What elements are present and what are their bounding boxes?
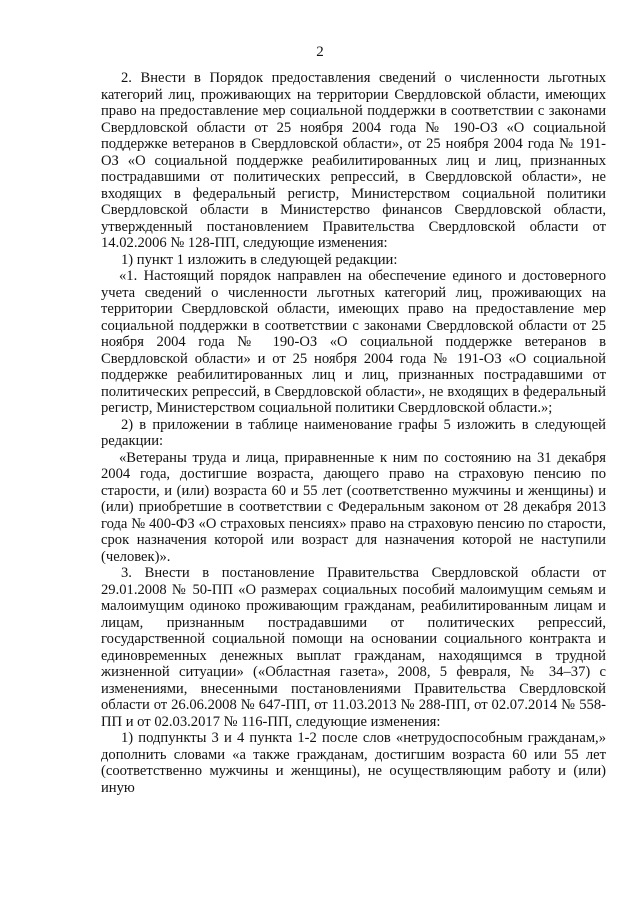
paragraph-quote-column-5: «Ветераны труда и лица, приравненные к ним по состоянию на 31 декабря 2004 года, достигшие возраста, дающего право на страховую пенсию по старости, и (или) возраста 60 и 55 лет (соответственно мужчины и женщины) и (или) приобретшие в соответствии с Федеральным законом от 28 декабря 2013 года № 400-ФЗ «О страховых пенсиях» право на страховую пенсию по старости, срок назначения которой или возраст для назначения которой не наступили (человек)». (101, 449, 606, 565)
paragraph-item-2: 2. Внести в Порядок предоставления сведений о численности льготных категорий лиц, проживающих на территории Свердловской области, имеющих право на предоставление мер социальной поддержки в соответствии с законами Свердловской области от 25 ноября 2004 года № 190-ОЗ «О социальной поддержке ветеранов в Свердловской области», от 25 ноября 2004 года № 191-ОЗ «О социальной поддержке реабилитированных лиц и лиц, признанных пострадавшими от политических репрессий, в Свердловской области», не входящих в федеральный регистр, Министерством социальной политики Свердловской области в Министерство финансов Свердловской области, утвержденный постановлением Правительства Свердловской области от 14.02.2006 № 128-ПП, следующие изменения: (101, 70, 606, 251)
paragraph-subitem-1: 1) пункт 1 изложить в следующей редакции: (121, 251, 398, 268)
document-body (101, 70, 606, 796)
paragraph-subitem-1b: 1) подпункты 3 и 4 пункта 1-2 после слов «нетрудоспособным гражданам,» дополнить словами «а также гражданам, достигшим возраста 60 или 55 лет (соответственно мужчины и женщины), не осуществляющим работу и (или) иную (101, 730, 606, 796)
page-number: 2 (316, 44, 324, 60)
paragraph-subitem-2: 2) в приложении в таблице наименование графы 5 изложить в следующей редакции: (101, 416, 606, 449)
paragraph-item-3: 3. Внести в постановление Правительства Свердловской области от 29.01.2008 № 50-ПП «О размерах социальных пособий малоимущим семьям и малоимущим одиноко проживающим гражданам, реабилитированным лицам и лицам, признанным пострадавшими от политических репрессий, государственной социальной помощи на основании социального контракта и единовременных денежных выплат гражданам, находящимся в трудной жизненной ситуации» («Областная газета», 2008, 5 февраля, № 34–37) с изменениями, внесенными постановлениями Правительства Свердловской области от 26.06.2008 № 647-ПП, от 11.03.2013 № 288-ПП, от 02.07.2014 № 558-ПП и от 02.03.2017 № 116-ПП, следующие изменения: (101, 565, 606, 730)
paragraph-quote-point-1: «1. Настоящий порядок направлен на обеспечение единого и достоверного учета сведений о численности льготных категорий лиц, проживающих на территории Свердловской области, имеющих право на предоставление мер социальной поддержки в соответствии с законами Свердловской области от 25 ноября 2004 года № 190-ОЗ «О социальной поддержке ветеранов в Свердловской области» и от 25 ноября 2004 года № 191-ОЗ «О социальной поддержке реабилитированных лиц и лиц, признанных пострадавшими от политических репрессий, в Свердловской области», не входящих в федеральный регистр, Министерством социальной политики Свердловской области.»; (101, 268, 606, 416)
